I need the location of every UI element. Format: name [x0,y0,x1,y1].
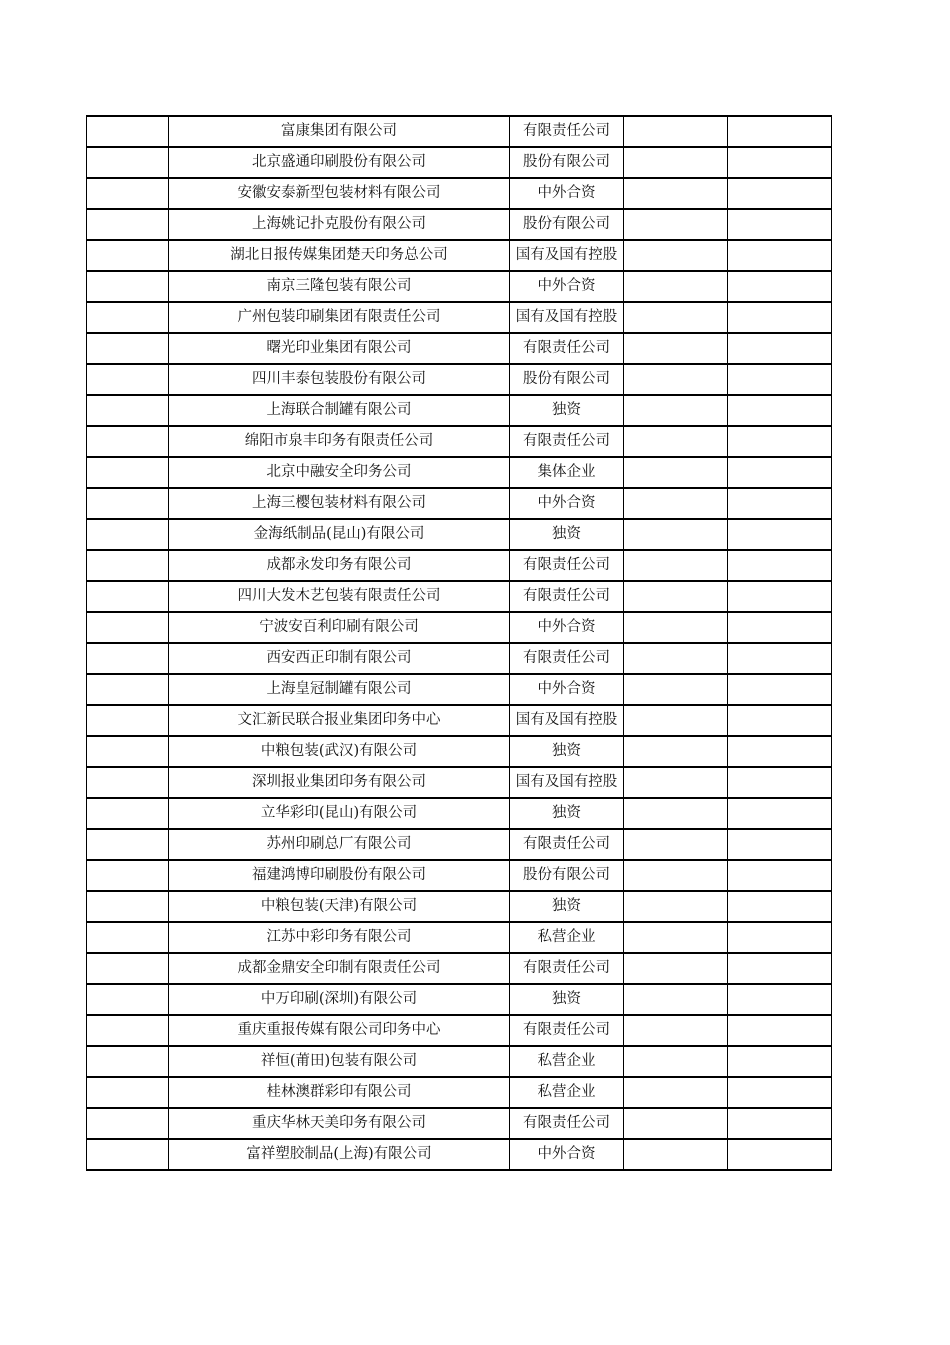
company-name-cell[interactable]: 成都金鼎安全印制有限责任公司 [169,953,510,984]
company-name-cell[interactable]: 上海姚记扑克股份有限公司 [169,209,510,240]
index-cell[interactable] [87,426,169,457]
blank-cell[interactable] [728,426,832,457]
company-type-cell[interactable]: 有限责任公司 [510,1015,624,1046]
blank-cell[interactable] [624,891,728,922]
company-name-cell[interactable]: 文汇新民联合报业集团印务中心 [169,705,510,736]
blank-cell[interactable] [624,488,728,519]
blank-cell[interactable] [624,426,728,457]
company-type-cell[interactable]: 私营企业 [510,922,624,953]
blank-cell[interactable] [728,860,832,891]
table-row [87,1015,832,1046]
blank-cell[interactable] [624,736,728,767]
index-cell[interactable] [87,767,169,798]
index-cell[interactable] [87,984,169,1015]
company-type-cell[interactable]: 独资 [510,395,624,426]
index-cell[interactable] [87,178,169,209]
table-row [87,860,832,891]
blank-cell[interactable] [728,1139,832,1170]
company-name-cell[interactable]: 中粮包装(天津)有限公司 [169,891,510,922]
blank-cell[interactable] [728,116,832,147]
company-name-cell[interactable]: 福建鸿博印刷股份有限公司 [169,860,510,891]
company-type-cell[interactable]: 有限责任公司 [510,426,624,457]
table-row [87,271,832,302]
blank-cell[interactable] [728,147,832,178]
blank-cell[interactable] [728,1108,832,1139]
blank-cell[interactable] [728,240,832,271]
company-name-cell[interactable]: 祥恒(莆田)包装有限公司 [169,1046,510,1077]
blank-cell[interactable] [728,984,832,1015]
table-row [87,240,832,271]
table-row [87,767,832,798]
index-cell[interactable] [87,457,169,488]
company-name-cell[interactable]: 四川丰泰包装股份有限公司 [169,364,510,395]
index-cell[interactable] [87,1139,169,1170]
index-cell[interactable] [87,209,169,240]
blank-cell[interactable] [728,829,832,860]
table-row [87,643,832,674]
table-row [87,612,832,643]
blank-cell[interactable] [728,395,832,426]
table-row [87,550,832,581]
blank-cell[interactable] [624,1046,728,1077]
table-row [87,364,832,395]
blank-cell[interactable] [624,271,728,302]
blank-cell[interactable] [624,767,728,798]
company-name-cell[interactable]: 重庆重报传媒有限公司印务中心 [169,1015,510,1046]
blank-cell[interactable] [624,302,728,333]
table-body [87,116,832,1170]
blank-cell[interactable] [624,860,728,891]
blank-cell[interactable] [624,829,728,860]
index-cell[interactable] [87,364,169,395]
company-type-cell[interactable]: 有限责任公司 [510,581,624,612]
company-name-cell[interactable]: 上海皇冠制罐有限公司 [169,674,510,705]
company-type-cell[interactable]: 有限责任公司 [510,550,624,581]
index-cell[interactable] [87,1108,169,1139]
company-name-cell[interactable]: 南京三隆包装有限公司 [169,271,510,302]
company-name-cell[interactable]: 绵阳市泉丰印务有限责任公司 [169,426,510,457]
company-type-cell[interactable]: 私营企业 [510,1046,624,1077]
company-type-cell[interactable]: 独资 [510,736,624,767]
table-row [87,426,832,457]
blank-cell[interactable] [728,798,832,829]
company-type-cell[interactable]: 有限责任公司 [510,116,624,147]
blank-cell[interactable] [728,364,832,395]
table-row [87,1108,832,1139]
blank-cell[interactable] [728,302,832,333]
blank-cell[interactable] [624,178,728,209]
company-name-cell[interactable]: 广州包装印刷集团有限责任公司 [169,302,510,333]
company-name-cell[interactable]: 北京盛通印刷股份有限公司 [169,147,510,178]
index-cell[interactable] [87,643,169,674]
index-cell[interactable] [87,519,169,550]
index-cell[interactable] [87,612,169,643]
table-row [87,829,832,860]
blank-cell[interactable] [728,457,832,488]
blank-cell[interactable] [624,798,728,829]
company-type-cell[interactable]: 有限责任公司 [510,953,624,984]
company-type-cell[interactable]: 国有及国有控股 [510,240,624,271]
table-row [87,333,832,364]
index-cell[interactable] [87,798,169,829]
table-row [87,953,832,984]
table-row [87,457,832,488]
company-name-cell[interactable]: 金海纸制品(昆山)有限公司 [169,519,510,550]
index-cell[interactable] [87,1015,169,1046]
blank-cell[interactable] [728,519,832,550]
index-cell[interactable] [87,1046,169,1077]
company-type-cell[interactable]: 股份有限公司 [510,860,624,891]
company-name-cell[interactable]: 中粮包装(武汉)有限公司 [169,736,510,767]
index-cell[interactable] [87,860,169,891]
table-row [87,705,832,736]
table-row [87,209,832,240]
blank-cell[interactable] [728,1015,832,1046]
company-name-cell[interactable]: 富康集团有限公司 [169,116,510,147]
blank-cell[interactable] [624,116,728,147]
blank-cell[interactable] [728,922,832,953]
company-type-cell[interactable]: 集体企业 [510,457,624,488]
index-cell[interactable] [87,953,169,984]
table-row [87,1139,832,1170]
company-name-cell[interactable]: 苏州印刷总厂有限公司 [169,829,510,860]
blank-cell[interactable] [624,147,728,178]
company-name-cell[interactable]: 桂林澳群彩印有限公司 [169,1077,510,1108]
index-cell[interactable] [87,891,169,922]
index-cell[interactable] [87,829,169,860]
company-type-cell[interactable]: 国有及国有控股 [510,767,624,798]
company-type-cell[interactable]: 有限责任公司 [510,333,624,364]
company-type-cell[interactable]: 中外合资 [510,488,624,519]
company-name-cell[interactable]: 湖北日报传媒集团楚天印务总公司 [169,240,510,271]
blank-cell[interactable] [728,209,832,240]
blank-cell[interactable] [624,209,728,240]
blank-cell[interactable] [728,178,832,209]
index-cell[interactable] [87,550,169,581]
company-type-cell[interactable]: 中外合资 [510,178,624,209]
blank-cell[interactable] [624,1108,728,1139]
company-type-cell[interactable]: 中外合资 [510,271,624,302]
blank-cell[interactable] [624,1077,728,1108]
blank-cell[interactable] [624,984,728,1015]
index-cell[interactable] [87,736,169,767]
blank-cell[interactable] [624,922,728,953]
blank-cell[interactable] [624,674,728,705]
company-name-cell[interactable]: 宁波安百利印刷有限公司 [169,612,510,643]
company-name-cell[interactable]: 江苏中彩印务有限公司 [169,922,510,953]
company-type-cell[interactable]: 有限责任公司 [510,829,624,860]
blank-cell[interactable] [624,240,728,271]
index-cell[interactable] [87,395,169,426]
company-type-cell[interactable]: 股份有限公司 [510,147,624,178]
company-name-cell[interactable]: 西安西正印制有限公司 [169,643,510,674]
company-type-cell[interactable]: 国有及国有控股 [510,302,624,333]
spreadsheet-sheet [86,115,832,1171]
index-cell[interactable] [87,147,169,178]
company-type-cell[interactable]: 独资 [510,798,624,829]
table-row [87,302,832,333]
company-name-cell[interactable]: 重庆华林天美印务有限公司 [169,1108,510,1139]
table-row [87,178,832,209]
index-cell[interactable] [87,581,169,612]
blank-cell[interactable] [728,1077,832,1108]
blank-cell[interactable] [728,767,832,798]
blank-cell[interactable] [728,488,832,519]
table-row [87,147,832,178]
blank-cell[interactable] [728,612,832,643]
company-type-cell[interactable]: 私营企业 [510,1077,624,1108]
table-row [87,1077,832,1108]
table-row [87,519,832,550]
index-cell[interactable] [87,333,169,364]
company-type-cell[interactable]: 独资 [510,984,624,1015]
blank-cell[interactable] [728,736,832,767]
blank-cell[interactable] [624,333,728,364]
table-row [87,891,832,922]
company-name-cell[interactable]: 四川大发木艺包装有限责任公司 [169,581,510,612]
company-type-cell[interactable]: 股份有限公司 [510,364,624,395]
company-name-cell[interactable]: 富祥塑胶制品(上海)有限公司 [169,1139,510,1170]
company-type-cell[interactable]: 中外合资 [510,612,624,643]
table-row [87,984,832,1015]
table-row [87,116,832,147]
index-cell[interactable] [87,302,169,333]
blank-cell[interactable] [624,1139,728,1170]
index-cell[interactable] [87,240,169,271]
blank-cell[interactable] [624,581,728,612]
index-cell[interactable] [87,674,169,705]
company-type-cell[interactable]: 有限责任公司 [510,1108,624,1139]
index-cell[interactable] [87,1077,169,1108]
company-name-cell[interactable]: 深圳报业集团印务有限公司 [169,767,510,798]
blank-cell[interactable] [728,643,832,674]
blank-cell[interactable] [728,333,832,364]
blank-cell[interactable] [728,891,832,922]
blank-cell[interactable] [624,550,728,581]
company-type-cell[interactable]: 中外合资 [510,674,624,705]
table-row [87,736,832,767]
blank-cell[interactable] [728,581,832,612]
company-name-cell[interactable]: 立华彩印(昆山)有限公司 [169,798,510,829]
table-row [87,488,832,519]
company-name-cell[interactable]: 曙光印业集团有限公司 [169,333,510,364]
company-type-cell[interactable]: 国有及国有控股 [510,705,624,736]
company-name-cell[interactable]: 成都永发印务有限公司 [169,550,510,581]
blank-cell[interactable] [728,550,832,581]
blank-cell[interactable] [624,1015,728,1046]
blank-cell[interactable] [728,1046,832,1077]
table-row [87,922,832,953]
company-type-cell[interactable]: 股份有限公司 [510,209,624,240]
index-cell[interactable] [87,705,169,736]
blank-cell[interactable] [624,457,728,488]
blank-cell[interactable] [728,674,832,705]
company-name-cell[interactable]: 中万印刷(深圳)有限公司 [169,984,510,1015]
blank-cell[interactable] [624,519,728,550]
blank-cell[interactable] [624,643,728,674]
company-name-cell[interactable]: 上海联合制罐有限公司 [169,395,510,426]
company-name-cell[interactable]: 上海三樱包装材料有限公司 [169,488,510,519]
company-name-cell[interactable]: 安徽安泰新型包装材料有限公司 [169,178,510,209]
company-type-cell[interactable]: 独资 [510,891,624,922]
company-type-cell[interactable]: 中外合资 [510,1139,624,1170]
blank-cell[interactable] [624,395,728,426]
table-row [87,798,832,829]
blank-cell[interactable] [728,705,832,736]
index-cell[interactable] [87,271,169,302]
table-row [87,395,832,426]
blank-cell[interactable] [624,953,728,984]
company-name-cell[interactable]: 北京中融安全印务公司 [169,457,510,488]
blank-cell[interactable] [728,271,832,302]
blank-cell[interactable] [624,612,728,643]
index-cell[interactable] [87,488,169,519]
table-row [87,1046,832,1077]
index-cell[interactable] [87,116,169,147]
blank-cell[interactable] [728,953,832,984]
blank-cell[interactable] [624,705,728,736]
company-type-cell[interactable]: 有限责任公司 [510,643,624,674]
company-type-cell[interactable]: 独资 [510,519,624,550]
blank-cell[interactable] [624,364,728,395]
company-table [86,115,832,1171]
table-row [87,581,832,612]
index-cell[interactable] [87,922,169,953]
table-row [87,674,832,705]
